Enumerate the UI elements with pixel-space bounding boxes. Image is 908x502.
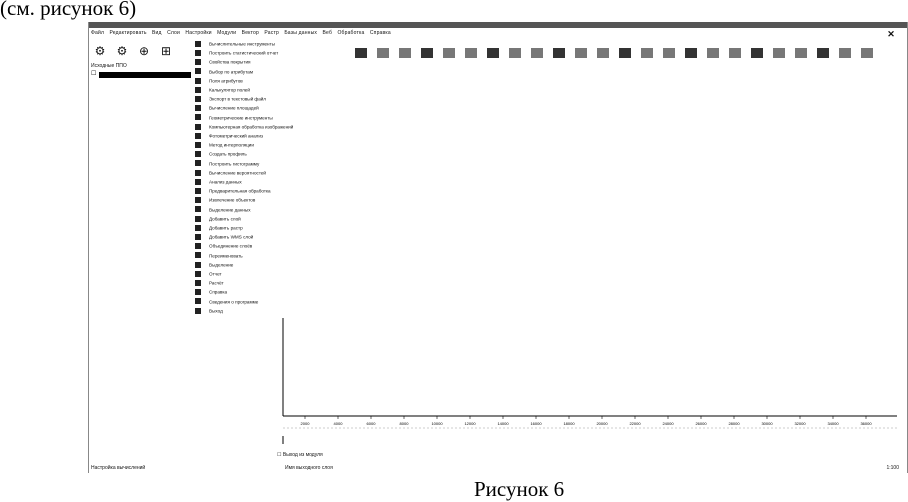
- x-tick-label: 36000: [860, 421, 872, 426]
- main-toolbar: [351, 44, 901, 62]
- toolbar-button-icon[interactable]: [465, 48, 477, 58]
- dropdown-item-label: Извлечение объектов: [209, 197, 256, 203]
- dropdown-item-label: Добавить WMS слой: [209, 234, 254, 240]
- menu-item-icon: [195, 114, 201, 120]
- toolbar-icons: [351, 44, 901, 62]
- menu-item-icon: [195, 78, 201, 84]
- title-bar: [89, 22, 907, 28]
- globe-icon[interactable]: ⊕: [138, 44, 150, 58]
- x-tick-label: 26000: [695, 421, 707, 426]
- menu-item-icon: [195, 41, 201, 47]
- menu-item-icon: [195, 280, 201, 286]
- dropdown-item[interactable]: [195, 307, 345, 314]
- dropdown-item-label: Переименовать: [209, 252, 243, 258]
- toolbar-button-icon[interactable]: [443, 48, 455, 58]
- toolbar-button-icon[interactable]: [553, 48, 565, 58]
- plot-svg: [269, 314, 899, 444]
- dropdown-item[interactable]: [195, 206, 345, 213]
- bottom-panel-label[interactable]: ☐ Выход из модуля: [277, 452, 323, 458]
- menu-bar: [91, 30, 905, 40]
- dropdown-item[interactable]: [195, 132, 345, 139]
- dropdown-item[interactable]: [195, 114, 345, 121]
- menu-item-icon: [195, 170, 201, 176]
- dropdown-item[interactable]: [195, 58, 345, 65]
- dropdown-item-label: Поля атрибутов: [209, 78, 243, 84]
- toolbar-button-icon[interactable]: [751, 48, 763, 58]
- figure-caption: Рисунок 6: [474, 477, 565, 501]
- dropdown-item-label: Построить статистический отчет: [209, 50, 279, 56]
- processing-dropdown-menu: [195, 40, 345, 318]
- menu-item-icon: [195, 206, 201, 212]
- toolbar-button-icon[interactable]: [685, 48, 697, 58]
- dropdown-item[interactable]: [195, 298, 345, 305]
- dropdown-item-label: Добавить слой: [209, 216, 241, 222]
- toolbar-button-icon[interactable]: [597, 48, 609, 58]
- dropdown-item[interactable]: [195, 233, 345, 240]
- x-tick-label: 24000: [662, 421, 674, 426]
- dropdown-item[interactable]: [195, 270, 345, 277]
- toolbar-button-icon[interactable]: [509, 48, 521, 58]
- menu-item-icon: [195, 160, 201, 166]
- menu-processing[interactable]: Обработка: [337, 30, 365, 36]
- menu-item-icon: [195, 50, 201, 56]
- dropdown-item[interactable]: [195, 261, 345, 268]
- dropdown-item-label: Сведения о программе: [209, 298, 259, 304]
- menu-item-icon: [195, 96, 201, 102]
- toolbar-button-icon[interactable]: [619, 48, 631, 58]
- toolbar-button-icon[interactable]: [729, 48, 741, 58]
- menu-view[interactable]: Вид: [152, 30, 162, 36]
- left-toolbar: [93, 44, 193, 60]
- dropdown-item-label: Построить гистограмму: [209, 160, 260, 166]
- menu-item-icon: [195, 271, 201, 277]
- save-project-icon[interactable]: ⚙: [116, 44, 128, 58]
- project-label: Исходные ППО: [91, 63, 127, 69]
- menu-edit[interactable]: Редактировать: [109, 30, 147, 36]
- toolbar-button-icon[interactable]: [663, 48, 675, 58]
- dropdown-item[interactable]: [195, 141, 345, 148]
- x-tick-label: 20000: [596, 421, 608, 426]
- toolbar-button-icon[interactable]: [399, 48, 411, 58]
- menu-vector[interactable]: Вектор: [241, 30, 260, 36]
- layer-checkbox[interactable]: ☐: [91, 71, 97, 77]
- toolbar-button-icon[interactable]: [575, 48, 587, 58]
- dropdown-item-label: Отчет: [209, 271, 222, 277]
- menu-item-icon: [195, 262, 201, 268]
- dropdown-item[interactable]: [195, 178, 345, 185]
- menu-item-icon: [195, 225, 201, 231]
- menu-web[interactable]: Веб: [322, 30, 333, 36]
- x-tick-label: 22000: [629, 421, 641, 426]
- x-tick-label: 34000: [827, 421, 839, 426]
- dropdown-item-label: Вычисление вероятностей: [209, 170, 266, 176]
- plot-area: [269, 314, 899, 444]
- dropdown-item-label: Свойства покрытия: [209, 59, 251, 65]
- menu-item-icon: [195, 59, 201, 65]
- menu-item-icon: [195, 243, 201, 249]
- menu-item-icon: [195, 298, 201, 304]
- menu-layers[interactable]: Слои: [167, 30, 181, 36]
- dropdown-item[interactable]: [195, 123, 345, 130]
- dropdown-item-label: Вычисление площадей: [209, 105, 259, 111]
- menu-file[interactable]: Файл: [91, 30, 105, 36]
- menu-settings[interactable]: Настройки: [185, 30, 212, 36]
- x-tick-label: 18000: [563, 421, 575, 426]
- dropdown-item-label: Геометрические инструменты: [209, 114, 273, 120]
- menu-raster[interactable]: Растр: [264, 30, 279, 36]
- dropdown-item-label: Экспорт в текстовый файл: [209, 96, 266, 102]
- dropdown-item[interactable]: [195, 196, 345, 203]
- toolbar-button-icon[interactable]: [487, 48, 499, 58]
- toolbar-button-icon[interactable]: [795, 48, 807, 58]
- status-text-2: Имя выходного слоя: [285, 465, 333, 471]
- x-tick-label: 30000: [761, 421, 773, 426]
- dropdown-item-label: Добавить растр: [209, 225, 243, 231]
- close-icon[interactable]: ✕: [887, 29, 895, 39]
- menu-item-icon: [195, 188, 201, 194]
- x-tick-label: 14000: [497, 421, 509, 426]
- toolbar-button-icon[interactable]: [817, 48, 829, 58]
- dropdown-item-label: Метод интерполяции: [209, 142, 254, 148]
- dropdown-item[interactable]: [195, 40, 345, 47]
- x-tick-label: 28000: [728, 421, 740, 426]
- menu-item-icon: [195, 234, 201, 240]
- dropdown-item[interactable]: [195, 215, 345, 222]
- dropdown-item-label: Выход: [209, 308, 223, 314]
- menu-item-icon: [195, 133, 201, 139]
- dropdown-item[interactable]: [195, 242, 345, 249]
- menu-item-icon: [195, 151, 201, 157]
- x-tick-label: 32000: [794, 421, 806, 426]
- dropdown-item-label: Создать профиль: [209, 151, 247, 157]
- layer-tree-item[interactable]: [91, 71, 191, 78]
- menu-item-icon: [195, 289, 201, 295]
- dropdown-item-label: Выделение: [209, 262, 234, 268]
- dropdown-item[interactable]: [195, 279, 345, 286]
- menu-item-icon: [195, 179, 201, 185]
- toolbar-button-icon[interactable]: [839, 48, 851, 58]
- dropdown-item[interactable]: [195, 288, 345, 295]
- toolbar-button-icon[interactable]: [773, 48, 785, 58]
- dropdown-item[interactable]: [195, 169, 345, 176]
- menu-item-icon: [195, 68, 201, 74]
- dropdown-item[interactable]: [195, 150, 345, 157]
- dropdown-item[interactable]: [195, 224, 345, 231]
- dropdown-item[interactable]: [195, 95, 345, 102]
- menu-item-icon: [195, 308, 201, 314]
- toolbar-button-icon[interactable]: [531, 48, 543, 58]
- menu-help[interactable]: Справка: [369, 30, 391, 36]
- x-tick-label: 10000: [431, 421, 443, 426]
- toolbar-button-icon[interactable]: [355, 48, 367, 58]
- dropdown-item-label: Справка: [209, 289, 228, 295]
- menu-plugins[interactable]: Модули: [217, 30, 237, 36]
- status-scale: 1:100: [886, 465, 899, 471]
- menu-item-icon: [195, 197, 201, 203]
- app-window: [88, 22, 908, 473]
- x-tick-label: 6000: [366, 421, 376, 426]
- status-text: Настройка вычислений: [91, 465, 146, 471]
- dropdown-item-label: Выделение данных: [209, 206, 251, 212]
- menu-database[interactable]: Базы данных: [284, 30, 318, 36]
- x-tick-label: 16000: [530, 421, 542, 426]
- dropdown-item-label: Анализ данных: [209, 179, 242, 185]
- dropdown-item[interactable]: [195, 187, 345, 194]
- toolbar-button-icon[interactable]: [641, 48, 653, 58]
- menu-item-icon: [195, 252, 201, 258]
- toolbar-button-icon[interactable]: [861, 48, 873, 58]
- dropdown-item-label: Фотометрический анализ: [209, 133, 264, 139]
- menu-item-icon: [195, 87, 201, 93]
- dropdown-item[interactable]: [195, 49, 345, 56]
- x-tick-label: 4000: [333, 421, 343, 426]
- menu-item-icon: [195, 216, 201, 222]
- dropdown-item[interactable]: [195, 160, 345, 167]
- toolbar-button-icon[interactable]: [707, 48, 719, 58]
- dropdown-item[interactable]: [195, 86, 345, 93]
- open-project-icon[interactable]: ⚙: [94, 44, 106, 58]
- x-tick-label: 12000: [464, 421, 476, 426]
- dropdown-item-label: Калькулятор полей: [209, 87, 250, 93]
- dropdown-item-label: Расчёт: [209, 280, 224, 286]
- menu-item-icon: [195, 105, 201, 111]
- dropdown-item-label: Компьютерная обработка изображений: [209, 124, 294, 130]
- dropdown-item[interactable]: [195, 252, 345, 259]
- toolbar-button-icon[interactable]: [421, 48, 433, 58]
- dropdown-item-label: Вычислительные инструменты: [209, 41, 275, 47]
- dropdown-item[interactable]: [195, 68, 345, 75]
- dropdown-item[interactable]: [195, 104, 345, 111]
- grid-icon[interactable]: ⊞: [160, 44, 172, 58]
- x-tick-label: 2000: [300, 421, 310, 426]
- document-intro: (см. рисунок 6): [0, 0, 137, 20]
- dropdown-item-label: Предварительная обработка: [209, 188, 271, 194]
- dropdown-item-label: Выбор по атрибутам: [209, 68, 253, 74]
- menu-item-icon: [195, 142, 201, 148]
- x-tick-label: 8000: [399, 421, 409, 426]
- dropdown-item-label: Объединение слоёв: [209, 243, 253, 249]
- menu-item-icon: [195, 124, 201, 130]
- dropdown-item[interactable]: [195, 77, 345, 84]
- toolbar-button-icon[interactable]: [377, 48, 389, 58]
